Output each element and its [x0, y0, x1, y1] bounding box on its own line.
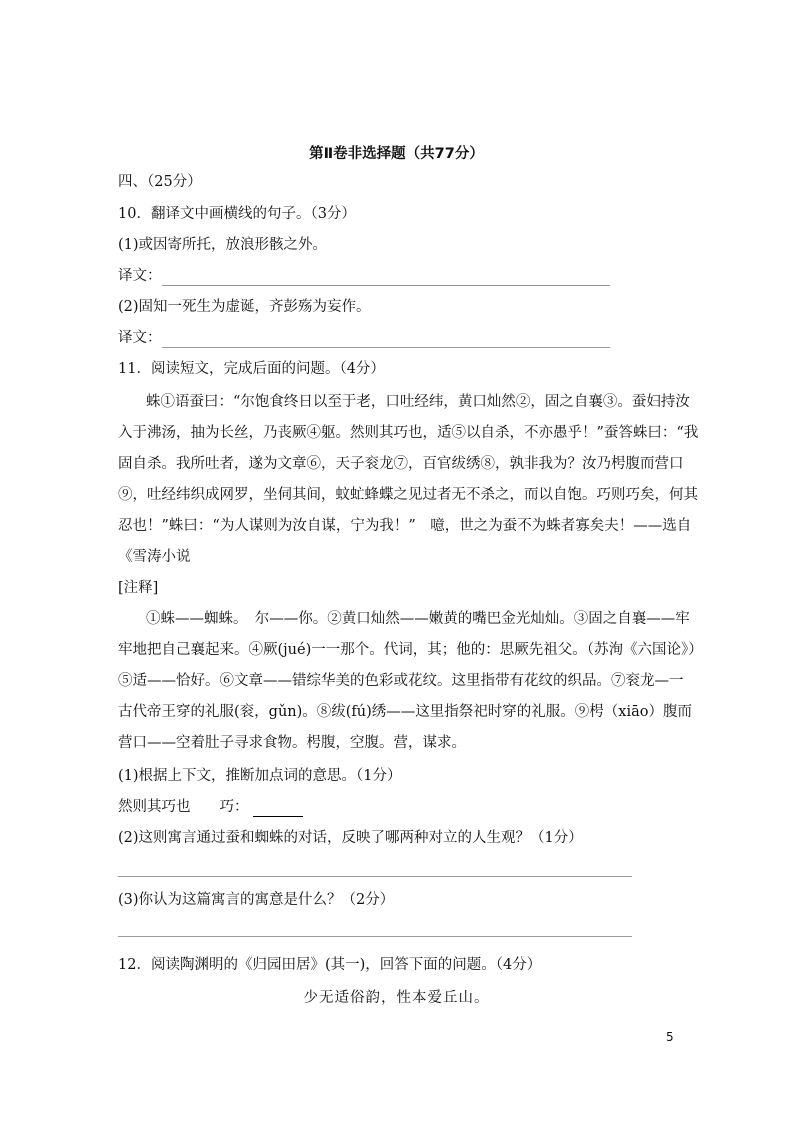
- answer-blank[interactable]: [253, 802, 303, 817]
- note-line: 营口——空着肚子寻求食物。枵腹，空腹。营，谋求。: [118, 735, 466, 751]
- sub1-label: 然则其巧也 巧：: [118, 799, 249, 815]
- translation-label: 译文：: [118, 268, 162, 284]
- q10-translation-1: [118, 266, 610, 286]
- passage-line: 《雪涛小说: [118, 549, 191, 565]
- section-four-heading: 四、（25分）: [118, 174, 202, 190]
- passage-line: 蛛①语蚕曰：“尔饱食终日以至于老，口吐经纬，黄口灿然②，固之自襄③。蚕妇持汝: [146, 394, 690, 410]
- note-line: ①蛛——蜘蛛。 尔——你。②黄口灿然——嫩黄的嘴巴金光灿灿。③固之自襄——牢: [146, 611, 690, 627]
- q12-prompt: 12．阅读陶渊明的《归园田居》(其一)，回答下面的问题。（4分）: [118, 957, 542, 973]
- note-line: 牢地把自己襄起来。④厥(jué)一一那个。代词，其；他的：思厥先祖父。（苏洵《六国论》）: [118, 642, 703, 658]
- q10-prompt: 10．翻译文中画横线的句子。（3分）: [118, 206, 356, 222]
- section-title: 第Ⅱ卷非选择题（共77分）: [309, 146, 484, 162]
- translation-answer-line[interactable]: [162, 271, 610, 286]
- q11-prompt: 11．阅读短文，完成后面的问题。（4分）: [118, 361, 385, 377]
- q11-sub1: (1)根据上下文，推断加点词的意思。（1分）: [118, 768, 402, 784]
- poem-line: 少无适俗韵，性本爱丘山。: [303, 990, 490, 1006]
- translation-answer-line[interactable]: [162, 333, 610, 348]
- q11-sub3: (3)你认为这篇寓言的寓意是什么？（2分）: [118, 892, 395, 908]
- q10-sentence-2: (2)固知一死生为虚诞，齐彭殇为妄作。: [118, 299, 371, 315]
- passage-line: 固自杀。我所吐者，遂为文章⑥，天子衮龙⑦，百官绂绣⑧，孰非我为？汝乃枵腹而营口: [118, 456, 684, 472]
- answer-rule[interactable]: [118, 876, 632, 877]
- q10-translation-2: [118, 328, 610, 348]
- translation-label: 译文：: [118, 330, 162, 346]
- q11-sub1-answer: [118, 797, 303, 817]
- q11-sub2: (2)这则寓言通过蚕和蜘蛛的对话，反映了哪两种对立的人生观？（1分）: [118, 830, 583, 846]
- notes-label: [注释]: [118, 580, 159, 596]
- answer-rule[interactable]: [118, 936, 632, 937]
- passage-line: 入于沸汤，抽为长丝，乃丧厥④躯。然则其巧也，适⑤以自杀，不亦愚乎！”蚕答蛛曰：“我: [118, 425, 699, 441]
- passage-line: 忍也！”蛛曰：“为人谋则为汝自谋，宁为我！” 噫，世之为蚕不为蛛者寡矣夫！——选自: [118, 518, 692, 534]
- q10-sentence-1: (1)或因寄所托，放浪形骸之外。: [118, 237, 328, 253]
- passage-line: ⑨，吐经纬织成网罗，坐伺其间，蚊虻蜂蝶之见过者无不杀之，而以自饱。巧则巧矣，何其: [118, 487, 698, 503]
- note-line: ⑤适——恰好。⑥文章——错综华美的色彩或花纹。这里指带有花纹的织品。⑦衮龙—一: [118, 673, 684, 689]
- note-line: 古代帝王穿的礼服(衮，gǔn)。⑧绂(fú)绣——这里指祭祀时穿的礼服。⑨枵（xiāo）腹而: [118, 704, 692, 720]
- page-number: 5: [666, 1030, 674, 1044]
